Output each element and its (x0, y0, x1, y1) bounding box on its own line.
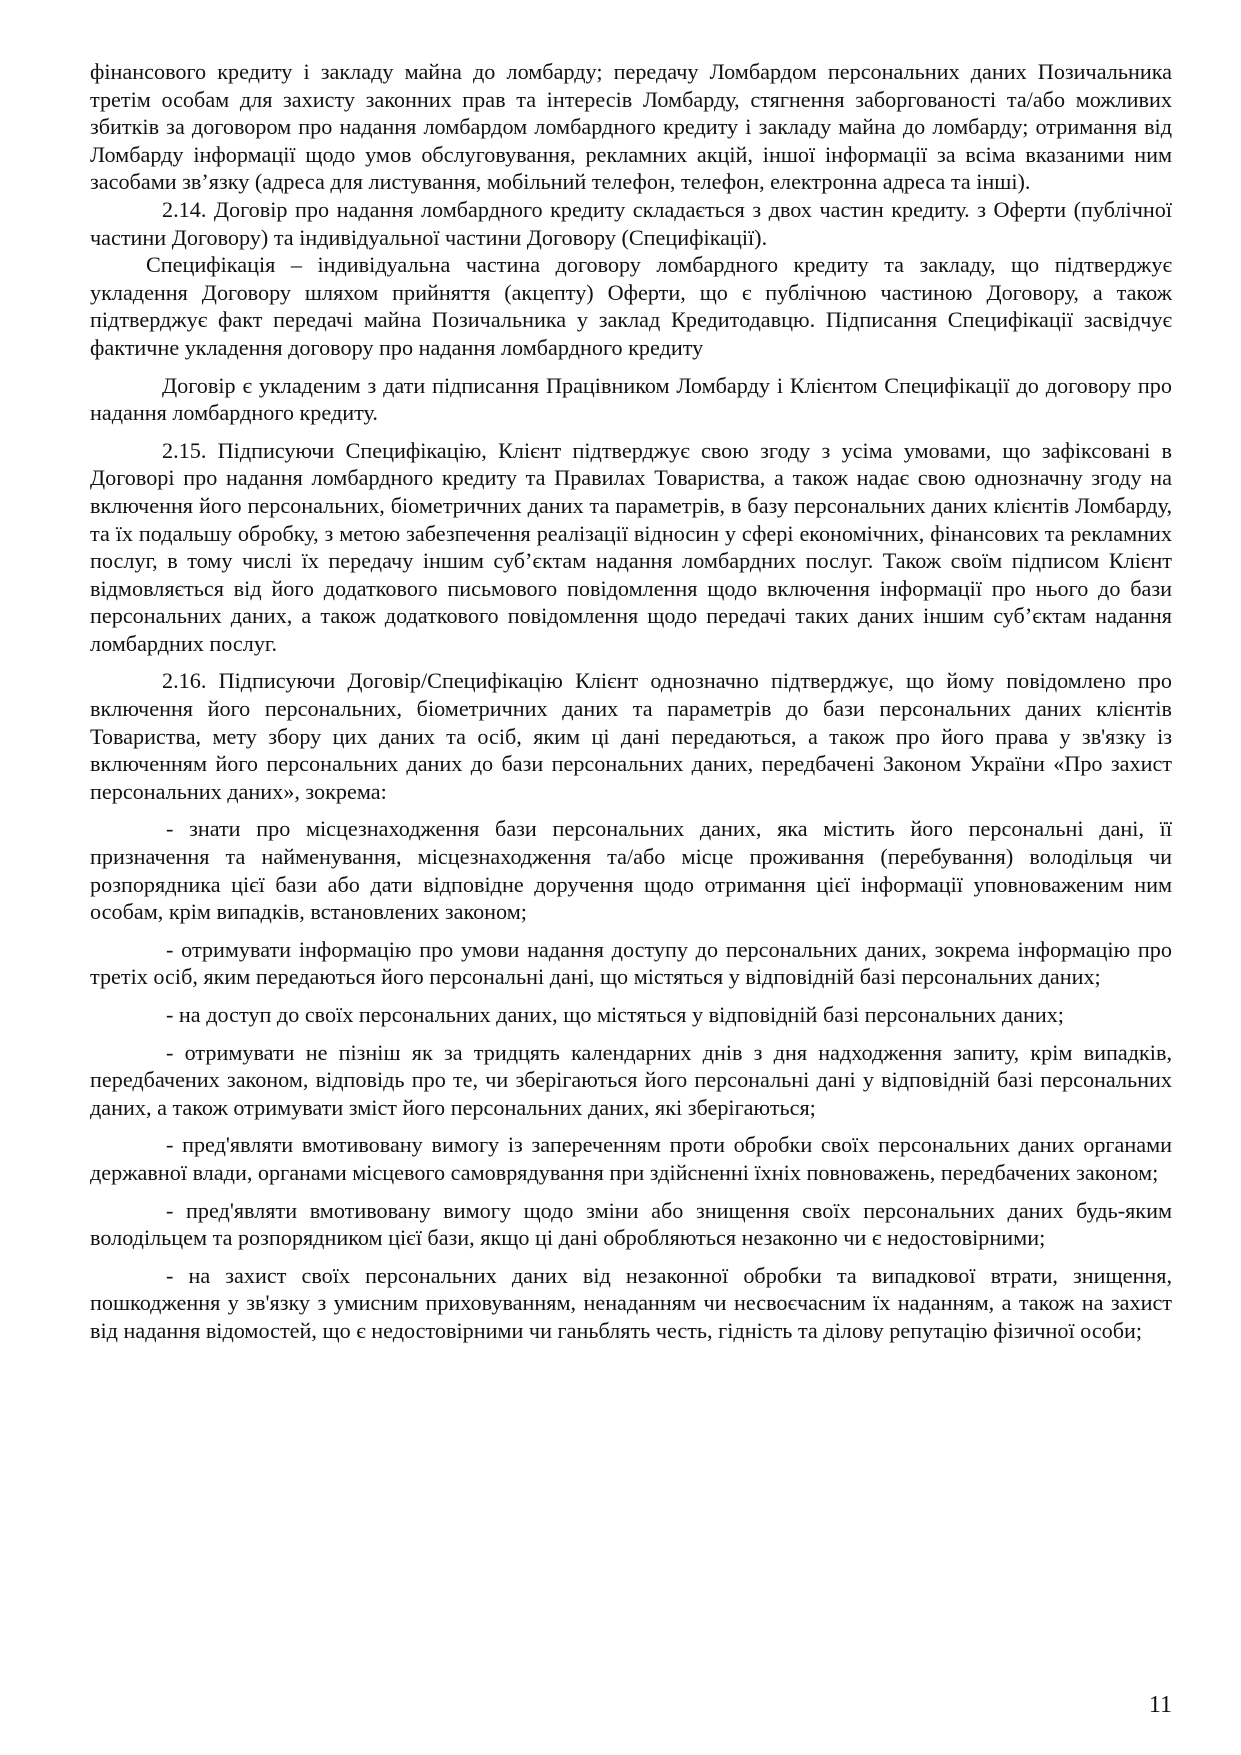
paragraph-continuation: фінансового кредиту і закладу майна до ломбарду; передачу Ломбардом персональних даних Позичальника третім особам для захисту законних прав та інтересів Ломбарду, стягнення заборгованості та/або можливих збитків за договором про надання ломбардом ломбардного кредиту і закладу майна до ломбарду; отримання від Ломбарду інформації щодо умов обслуговування, рекламних акцій, іншої інформації за всіма вказаними ним засобами зв’язку (адреса для листування, мобільний телефон, телефон, електронна адреса та інші). (90, 59, 1172, 195)
list-item-change-or-delete: - пред'являти вмотивовану вимогу щодо зміни або знищення своїх персональних даних будь-яким володільцем та розпорядником цієї бази, якщо ці дані обробляються незаконно чи є недостовірними; (90, 1197, 1172, 1251)
list-item-protection: - на захист своїх персональних даних від незаконної обробки та випадкової втрати, знищення, пошкодження у зв'язку з умисним приховуванням, ненаданням чи несвоєчасним їх наданням, а також на захист від надання відомостей, що є недостовірними чи ганьблять честь, гідність та ділову репутацію фізичної особи; (90, 1262, 1172, 1343)
paragraph-2-16: 2.16. Підписуючи Договір/Специфікацію Клієнт однозначно підтверджує, що йому повідомлено про включення його персональних, біометричних даних та параметрів до бази персональних даних клієнтів Товариства, мету збору цих даних та осіб, яким ці дані передаються, а також про його права у зв'язку із включенням його персональних даних до бази персональних даних, передбачені Законом України «Про захист персональних даних», зокрема: (90, 668, 1172, 804)
document-body (90, 58, 1172, 1345)
list-item-access: - на доступ до своїх персональних даних, що містяться у відповідній базі персональних даних; (166, 1002, 1064, 1027)
page-number: 11 (1148, 1692, 1172, 1718)
list-item-objection: - пред'являти вмотивовану вимогу із запереченням проти обробки своїх персональних даних органами державної влади, органами місцевого самоврядування при здійсненні їхніх повноважень, передбачених законом; (90, 1132, 1172, 1185)
list-item-receive-info: - отримувати інформацію про умови надання доступу до персональних даних, зокрема інформацію про третіх осіб, яким передаються його персональні дані, що містяться у відповідній базі персональних даних; (90, 936, 1172, 990)
paragraph-specification: Специфікація – індивідуальна частина договору ломбардного кредиту та закладу, що підтверджує укладення Договору шляхом прийняття (акцепту) Оферти, що є публічною частиною Договору, а також підтверджує факт передачі майна Позичальника у заклад Кредитодавцю. Підписання Специфікації засвідчує фактичне укладення договору про надання ломбардного кредиту (90, 252, 1172, 360)
list-item-know-location: - знати про місцезнаходження бази персональних даних, яка містить його персональні дані, її призначення та найменування, місцезнаходження та/або місце проживання (перебування) володільця чи розпорядника цієї бази або дати відповідне доручення щодо отримання цієї інформації уповноваженим ним особам, крім випадків, встановлених законом; (90, 816, 1172, 925)
paragraph-2-15: 2.15. Підписуючи Специфікацію, Клієнт підтверджує свою згоду з усіма умовами, що зафіксовані в Договорі про надання ломбардного кредиту та Правилах Товариства, а також надає свою однозначну згоду на включення його персональних, біометричних даних та параметрів, в базу персональних даних клієнтів Ломбарду, та їх подальшу обробку, з метою забезпечення реалізації відносин у сфері економічних, фінансових та рекламних послуг, в тому числі їх передачу іншим суб’єктам надання ломбардних послуг. Також своїм підписом Клієнт відмовляється від його додаткового письмового повідомлення щодо включення інформації про нього до бази персональних даних, а також додаткового повідомлення щодо передачі таких даних іншим суб’єктам надання ломбардних послуг. (90, 437, 1172, 656)
list-item-response: - отримувати не пізніш як за тридцять календарних днів з дня надходження запиту, крім випадків, передбачених законом, відповідь про те, чи зберігаються його персональні дані у відповідній базі персональних даних, а також отримувати зміст його персональних даних, які зберігаються; (90, 1039, 1172, 1120)
paragraph-2-14: 2.14. Договір про надання ломбардного кредиту складається з двох частин кредиту. з Оферти (публічної частини Договору) та індивідуальної частини Договору (Специфікації). (90, 196, 1172, 250)
paragraph-contract-concluded: Договір є укладеним з дати підписання Працівником Ломбарду і Клієнтом Специфікації до договору про надання ломбардного кредиту. (90, 372, 1172, 426)
